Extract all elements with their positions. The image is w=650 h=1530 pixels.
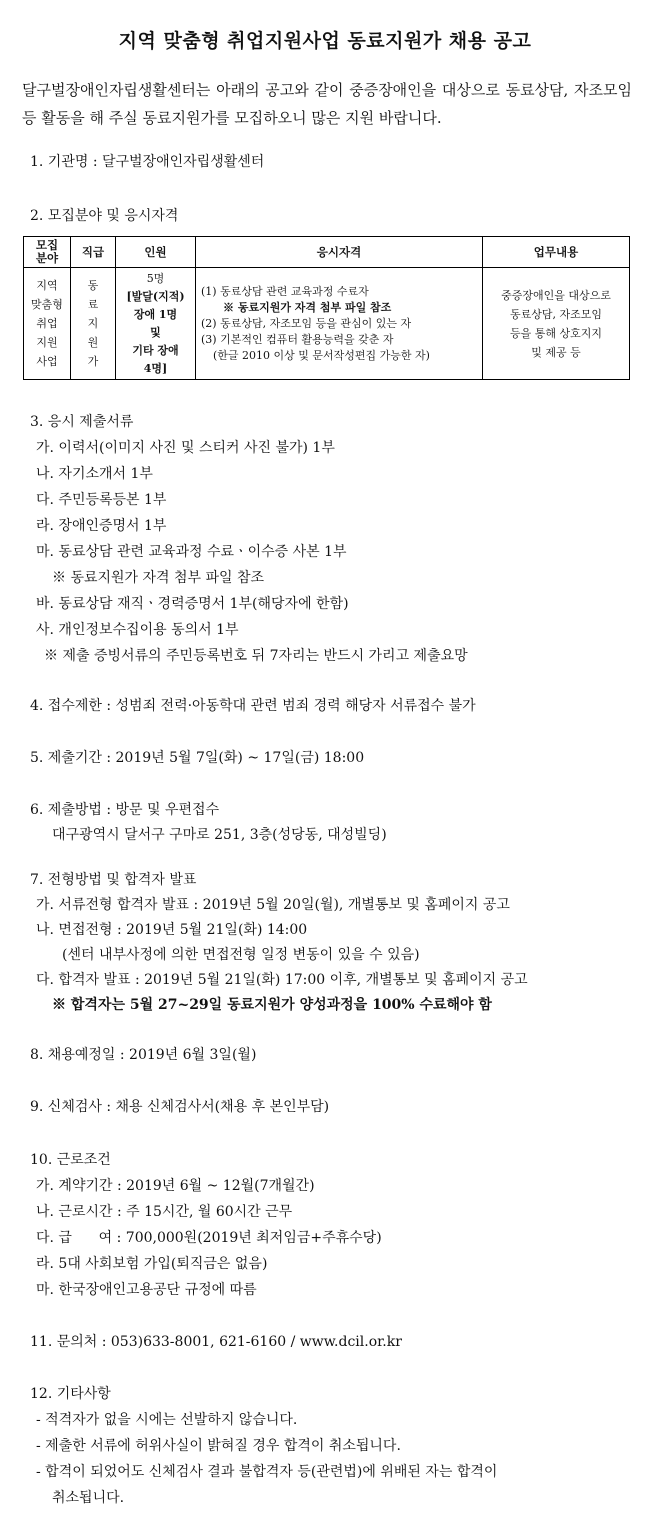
field-line: 지원 <box>36 336 58 349</box>
cell-field <box>24 268 71 380</box>
cell-count <box>116 268 196 380</box>
selection-item: 나. 면접전형 : 2019년 5월 21일(화) 14:00 <box>36 922 308 938</box>
selection-note: (센터 내부사정에 의한 면접전형 일정 변동이 있을 수 있음) <box>62 947 420 963</box>
rank-char: 가 <box>87 355 99 368</box>
table-row <box>24 268 630 380</box>
intro-paragraph: 달구벌장애인자립생활센터는 아래의 공고와 같이 중증장애인을 대상으로 동료상담, 자조모임 등 활동을 해 주실 동료지원가를 모집하오니 많은 지원 바랍니다. <box>22 81 632 127</box>
count-total: 5명 <box>146 271 165 285</box>
training-requirement-note: ※ 합격자는 5월 27~29일 동료지원가 양성과정을 100% 수료해야 함 <box>52 997 492 1013</box>
qualification-item: (3) 기본적인 컴퓨터 활용능력을 갖춘 자 <box>201 332 394 346</box>
document-item: 마. 동료상담 관련 교육과정 수료ㆍ이수증 사본 1부 <box>36 544 347 560</box>
page-title: 지역 맞춤형 취업지원사업 동료지원가 채용 공고 <box>118 30 532 52</box>
condition-item: 가. 계약기간 : 2019년 6월 ~ 12월(7개월간) <box>36 1178 315 1194</box>
cell-rank <box>71 268 116 380</box>
field-line: 사업 <box>36 355 58 368</box>
qualification-item: (2) 동료상담, 자조모임 등을 관심이 있는 자 <box>201 316 412 330</box>
qualification-note: (한글 2010 이상 및 문서작성편집 가능한 자) <box>213 348 430 362</box>
qualification-item: (1) 동료상담 관련 교육과정 수료자 <box>201 284 369 298</box>
section-9-medical: 9. 신체검사 : 채용 신체검사서(채용 후 본인부담) <box>30 1099 330 1115</box>
header-duties: 업무내용 <box>483 237 630 268</box>
condition-item: 다. 급 여 : 700,000원(2019년 최저임금+주휴수당) <box>36 1230 382 1246</box>
count-detail: 기타 장애 <box>132 343 179 357</box>
document-item: 바. 동료상담 재직ㆍ경력증명서 1부(해당자에 한함) <box>36 596 349 612</box>
section-7-heading: 7. 전형방법 및 합격자 발표 <box>30 872 197 888</box>
section-1-organization: 1. 기관명 : 달구벌장애인자립생활센터 <box>30 154 265 170</box>
header-field: 모집 분야 <box>24 237 71 268</box>
rank-char: 료 <box>87 298 99 311</box>
duty-line: 동료상담, 자조모임 <box>509 307 602 321</box>
section-2-heading: 2. 모집분야 및 응시자격 <box>30 208 179 224</box>
duty-line: 중증장애인을 대상으로 <box>501 288 611 302</box>
rank-char: 지 <box>87 317 99 330</box>
header-count: 인원 <box>116 237 196 268</box>
selection-item: 가. 서류전형 합격자 발표 : 2019년 5월 20일(월), 개별통보 및 홈페이지 공고 <box>36 897 510 913</box>
section-8-start-date: 8. 채용예정일 : 2019년 6월 3일(월) <box>30 1047 257 1063</box>
misc-item: - 적격자가 없을 시에는 선발하지 않습니다. <box>36 1412 298 1428</box>
qualification-note: ※ 동료지원가 자격 첨부 파일 참조 <box>223 300 392 314</box>
rank-char: 원 <box>87 336 99 349</box>
header-rank: 직급 <box>71 237 116 268</box>
condition-item: 라. 5대 사회보험 가입(퇴직금은 없음) <box>36 1256 268 1272</box>
rank-char: 동 <box>87 279 99 292</box>
field-line: 지역 <box>36 279 58 292</box>
misc-item: - 제출한 서류에 허위사실이 밝혀질 경우 합격이 취소됩니다. <box>36 1438 401 1454</box>
document-item: 다. 주민등록등본 1부 <box>36 492 167 508</box>
document-item: 나. 자기소개서 1부 <box>36 466 153 482</box>
misc-item: - 합격이 되었어도 신체검사 결과 불합격자 등(관련법)에 위배된 자는 합격이 <box>36 1464 498 1480</box>
header-qualifications: 응시자격 <box>196 237 483 268</box>
document-note: ※ 동료지원가 자격 첨부 파일 참조 <box>52 570 265 586</box>
document-note: ※ 제출 증빙서류의 주민등록번호 뒤 7자리는 반드시 가리고 제출요망 <box>44 648 468 664</box>
count-detail: 및 <box>150 325 161 339</box>
section-10-heading: 10. 근로조건 <box>30 1152 111 1168</box>
document-item: 사. 개인정보수집이용 동의서 1부 <box>36 622 239 638</box>
recruitment-table <box>23 236 630 380</box>
selection-item: 다. 합격자 발표 : 2019년 5월 21일(화) 17:00 이후, 개별통보 및 홈페이지 공고 <box>36 972 528 988</box>
count-detail: 4명] <box>143 361 168 375</box>
section-12-heading: 12. 기타사항 <box>30 1386 111 1402</box>
count-detail: [발달(지적) <box>126 289 185 303</box>
section-11-contact: 11. 문의처 : 053)633-8001, 621-6160 / www.dcil.or.kr <box>30 1334 402 1350</box>
count-detail: 장애 1명 <box>133 307 178 321</box>
table-header-row <box>24 237 630 268</box>
document-item: 가. 이력서(이미지 사진 및 스티커 사진 불가) 1부 <box>36 440 335 456</box>
condition-item: 마. 한국장애인고용공단 규정에 따름 <box>36 1282 257 1298</box>
duty-line: 등을 통해 상호지지 <box>509 326 602 340</box>
section-5-period: 5. 제출기간 : 2019년 5월 7일(화) ~ 17일(금) 18:00 <box>30 750 365 766</box>
section-4-restriction: 4. 접수제한 : 성범죄 전력·아동학대 관련 범죄 경력 해당자 서류접수 불가 <box>30 698 476 714</box>
document-item: 라. 장애인증명서 1부 <box>36 518 167 534</box>
field-line: 취업 <box>36 317 58 330</box>
duty-line: 및 제공 등 <box>531 345 581 359</box>
field-line: 맞춤형 <box>31 298 63 311</box>
section-6-heading: 6. 제출방법 : 방문 및 우편접수 <box>30 802 220 818</box>
section-3-heading: 3. 응시 제출서류 <box>30 414 134 430</box>
cell-qualifications <box>196 268 483 380</box>
cell-duties <box>483 268 630 380</box>
submission-address: 대구광역시 달서구 구마로 251, 3층(성당동, 대성빌딩) <box>52 827 387 843</box>
condition-item: 나. 근로시간 : 주 15시간, 월 60시간 근무 <box>36 1204 293 1220</box>
misc-item-continuation: 취소됩니다. <box>52 1490 125 1506</box>
